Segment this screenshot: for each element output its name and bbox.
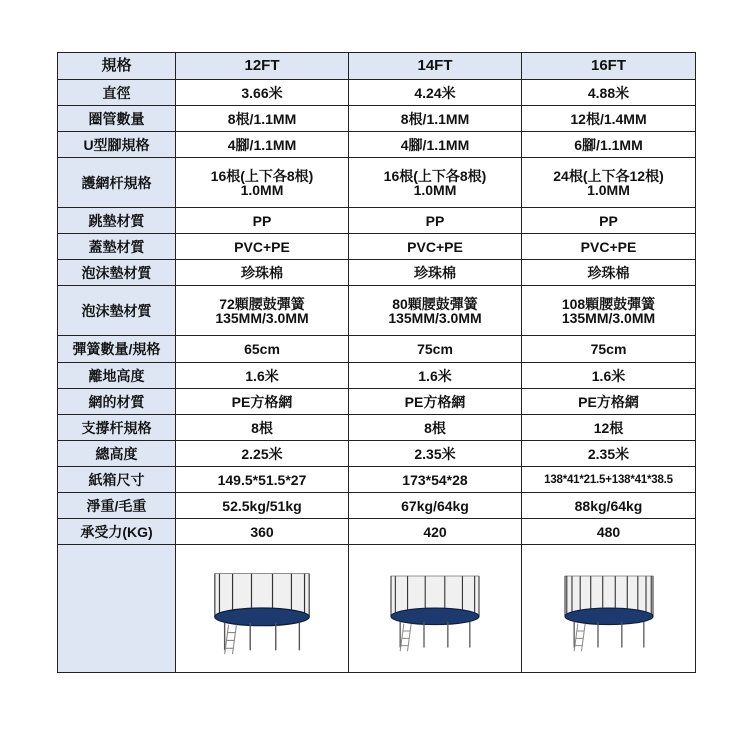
spec-value-line: 1.0MM — [413, 181, 457, 198]
spec-value: 1.6米 — [176, 363, 349, 389]
spec-value: PP — [522, 208, 696, 234]
spec-value: 4腳/1.1MM — [176, 132, 349, 158]
trampoline-image-cell — [176, 545, 349, 673]
spec-label: U型腳規格 — [58, 132, 176, 158]
spec-value: 2.35米 — [349, 441, 522, 467]
spec-value: 173*54*28 — [349, 467, 522, 493]
spec-row — [58, 389, 696, 415]
spec-value: 1.6米 — [522, 363, 696, 389]
spec-value-line: 1.0MM — [240, 181, 284, 198]
spec-value: 360 — [176, 519, 349, 545]
spec-value — [176, 286, 349, 336]
spec-label: 離地高度 — [58, 363, 176, 389]
spec-label: 彈簧數量/規格 — [58, 336, 176, 363]
spec-row — [58, 106, 696, 132]
spec-row — [58, 363, 696, 389]
spec-value: 88kg/64kg — [522, 493, 696, 519]
spec-value — [176, 158, 349, 208]
spec-value: 4.24米 — [349, 80, 522, 106]
spec-value: 8根 — [349, 415, 522, 441]
spec-table-container — [57, 52, 695, 706]
spec-value: 3.66米 — [176, 80, 349, 106]
header-label: 規格 — [58, 53, 176, 80]
spec-value-line: 108顆腰鼓彈簧 — [561, 295, 656, 312]
trampoline-image-cell — [522, 545, 696, 673]
spec-value: 2.25米 — [176, 441, 349, 467]
spec-label: 跳墊材質 — [58, 208, 176, 234]
spec-label: 蓋墊材質 — [58, 234, 176, 260]
spec-row — [58, 336, 696, 363]
spec-value: 420 — [349, 519, 522, 545]
spec-label: 總高度 — [58, 441, 176, 467]
spec-value: 75cm — [522, 336, 696, 363]
spec-row — [58, 132, 696, 158]
spec-row — [58, 80, 696, 106]
spec-label: 護網杆規格 — [58, 158, 176, 208]
spec-value-line: 80顆腰鼓彈簧 — [392, 295, 478, 312]
image-row — [58, 545, 696, 673]
spec-value: 珍珠棉 — [522, 260, 696, 286]
header-model-14ft: 14FT — [349, 53, 522, 80]
spec-value-line: 16根(上下各8根) — [383, 167, 487, 184]
spec-value: 75cm — [349, 336, 522, 363]
spec-row — [58, 208, 696, 234]
spec-row — [58, 415, 696, 441]
spec-value: PE方格網 — [176, 389, 349, 415]
spec-label: 紙箱尺寸 — [58, 467, 176, 493]
spec-value: 12根 — [522, 415, 696, 441]
spec-value: 12根/1.4MM — [522, 106, 696, 132]
spec-label: 淨重/毛重 — [58, 493, 176, 519]
spec-value: PP — [349, 208, 522, 234]
trampoline-14ft-icon — [349, 559, 521, 659]
spec-value: 4腳/1.1MM — [349, 132, 522, 158]
spec-row — [58, 286, 696, 336]
spec-label: 直徑 — [58, 80, 176, 106]
spec-value — [349, 158, 522, 208]
spec-value-line: 16根(上下各8根) — [210, 167, 314, 184]
spec-value: PVC+PE — [522, 234, 696, 260]
spec-value — [349, 286, 522, 336]
spec-value: 8根 — [176, 415, 349, 441]
spec-value-line: 72顆腰鼓彈簧 — [219, 295, 305, 312]
spec-value: 480 — [522, 519, 696, 545]
spec-label: 承受力(KG) — [58, 519, 176, 545]
spec-label: 網的材質 — [58, 389, 176, 415]
spec-value: 4.88米 — [522, 80, 696, 106]
spec-row — [58, 234, 696, 260]
spec-value: 1.6米 — [349, 363, 522, 389]
header-model-16ft: 16FT — [522, 53, 696, 80]
spec-value: 65cm — [176, 336, 349, 363]
image-row-label — [58, 545, 176, 673]
spec-value-line: 1.0MM — [587, 181, 630, 198]
spec-value: 52.5kg/51kg — [176, 493, 349, 519]
spec-table — [57, 52, 696, 673]
spec-row — [58, 441, 696, 467]
spec-row — [58, 467, 696, 493]
spec-value: PVC+PE — [176, 234, 349, 260]
trampoline-image-cell — [349, 545, 522, 673]
spec-label: 圈管數量 — [58, 106, 176, 132]
spec-label: 泡沫墊材質 — [58, 260, 176, 286]
spec-value: 138*41*21.5+138*41*38.5 — [522, 467, 696, 493]
spec-value — [522, 286, 696, 336]
spec-value: PVC+PE — [349, 234, 522, 260]
spec-value: 149.5*51.5*27 — [176, 467, 349, 493]
spec-row — [58, 260, 696, 286]
spec-value: PP — [176, 208, 349, 234]
spec-value — [522, 158, 696, 208]
spec-value: 珍珠棉 — [349, 260, 522, 286]
spec-value: 2.35米 — [522, 441, 696, 467]
spec-value-line: 24根(上下各12根) — [553, 167, 664, 184]
spec-row — [58, 158, 696, 208]
trampoline-12ft-icon — [176, 559, 348, 659]
spec-value: PE方格網 — [522, 389, 696, 415]
spec-value-line: 135MM/3.0MM — [215, 309, 309, 326]
header-row — [58, 53, 696, 80]
header-model-12ft: 12FT — [176, 53, 349, 80]
spec-value: 8根/1.1MM — [349, 106, 522, 132]
spec-value: 8根/1.1MM — [176, 106, 349, 132]
spec-value-line: 135MM/3.0MM — [388, 309, 482, 326]
spec-label: 泡沫墊材質 — [58, 286, 176, 336]
spec-value-line: 135MM/3.0MM — [561, 309, 656, 326]
spec-value: 6腳/1.1MM — [522, 132, 696, 158]
spec-value: 珍珠棉 — [176, 260, 349, 286]
spec-value: 67kg/64kg — [349, 493, 522, 519]
spec-value: PE方格網 — [349, 389, 522, 415]
spec-row — [58, 519, 696, 545]
spec-label: 支撐杆規格 — [58, 415, 176, 441]
trampoline-16ft-icon — [522, 559, 695, 659]
spec-row — [58, 493, 696, 519]
